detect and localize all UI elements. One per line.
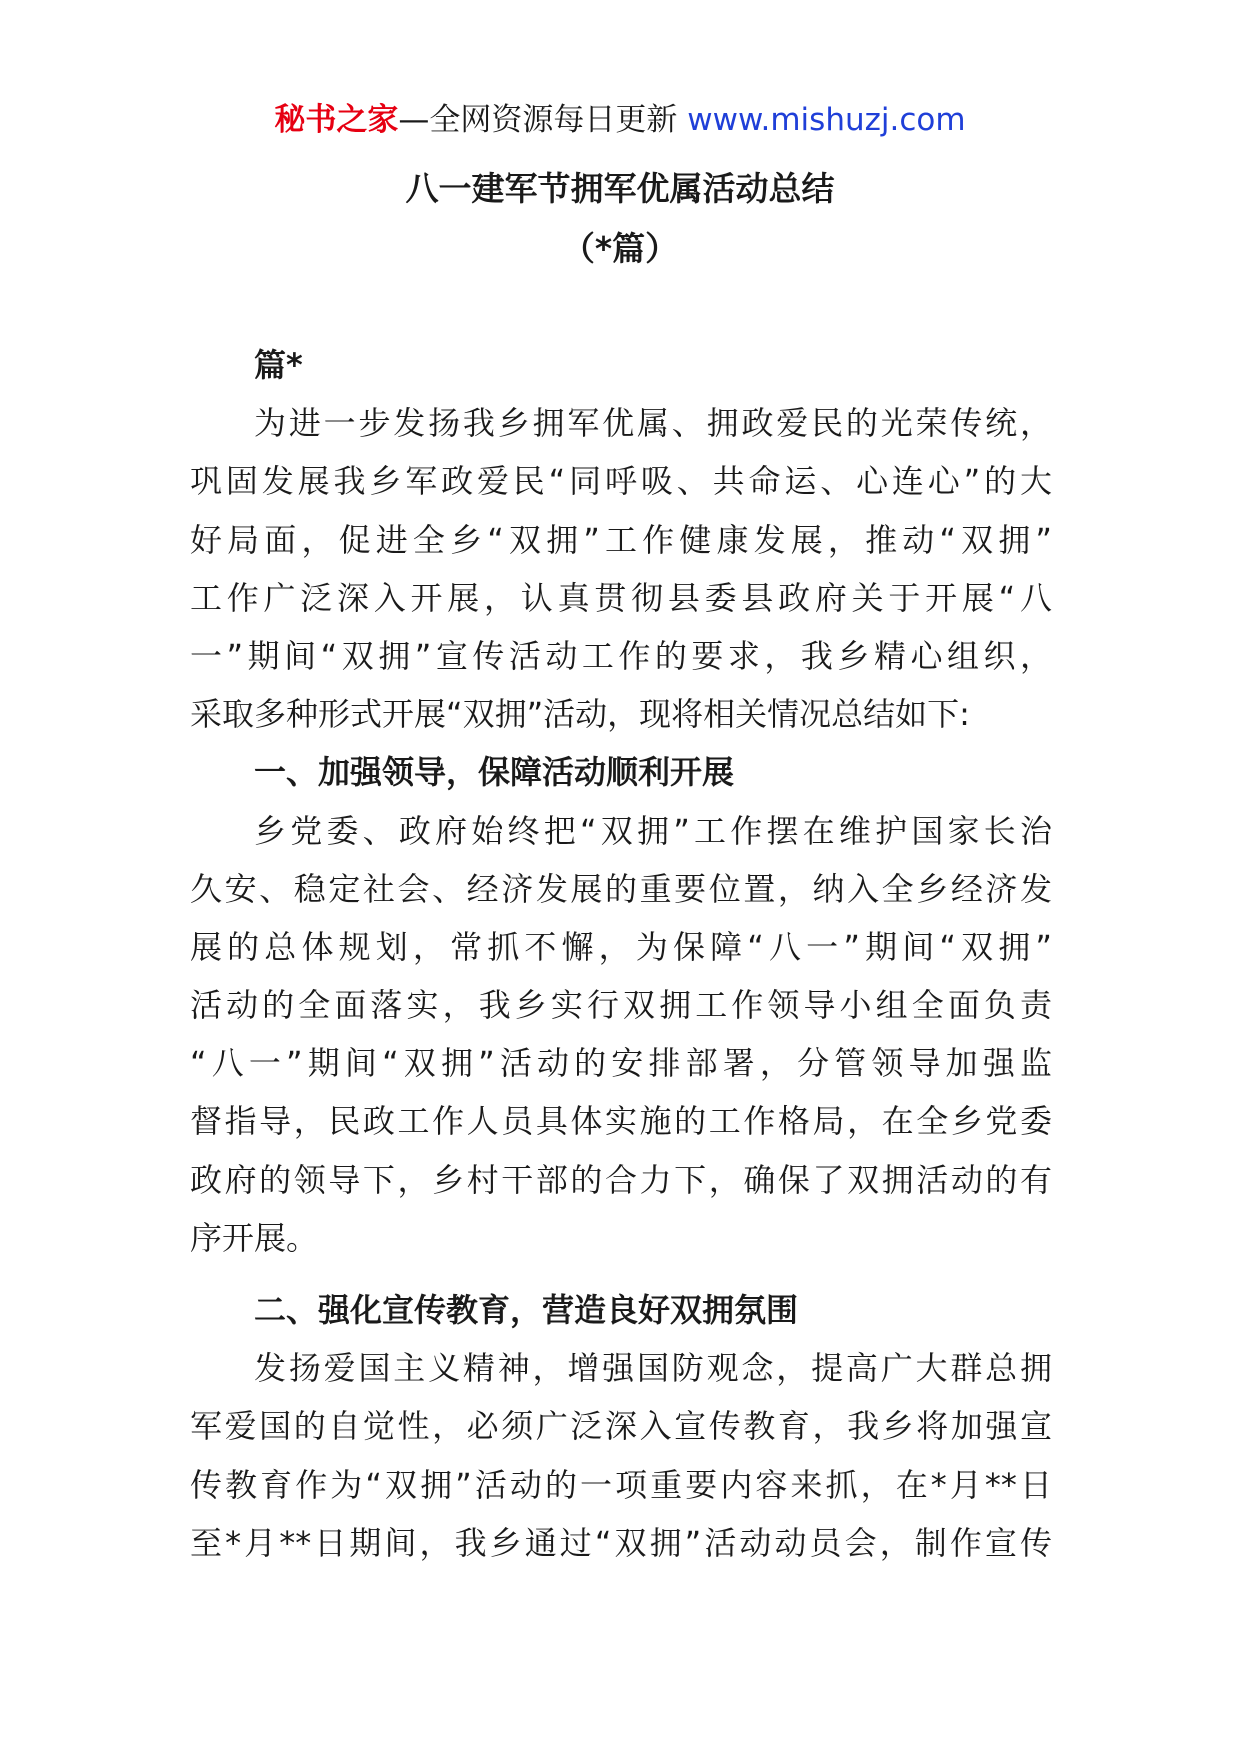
- paragraph-line: 为进一步发扬我乡拥军优属、拥政爱民的光荣传统，: [254, 404, 1052, 443]
- site-tagline: —全网资源每日更新: [398, 102, 688, 138]
- paragraph-line: 采取多种形式开展“双拥”活动，现将相关情况总结如下:: [190, 695, 970, 734]
- section-heading-1: 一、加强领导，保障活动顺利开展: [254, 753, 735, 792]
- paragraph-line: 发扬爱国主义精神，增强国防观念，提高广大群总拥: [254, 1349, 1052, 1388]
- document-title: 八一建军节拥军优属活动总结: [405, 169, 835, 208]
- document-body: [190, 336, 1052, 1572]
- site-brand: 秘书之家: [274, 102, 399, 138]
- paragraph-line: 督指导，民政工作人员具体实施的工作格局，在全乡党委: [190, 1102, 1052, 1141]
- paragraph-line: 乡党委、政府始终把“双拥”工作摆在维护国家长治: [254, 811, 1052, 850]
- paragraph-line: 一”期间“双拥”宣传活动工作的要求，我乡精心组织，: [190, 636, 1052, 675]
- paragraph-line: 传教育作为“双拥”活动的一项重要内容来抓，在*月**日: [190, 1465, 1052, 1504]
- section-spacer: [190, 1267, 1052, 1281]
- paragraph-line: 工作广泛深入开展，认真贯彻县委县政府关于开展“八: [190, 578, 1052, 617]
- paragraph-line: 序开展。: [190, 1218, 319, 1257]
- paragraph-line: 政府的领导下，乡村干部的合力下，确保了双拥活动的有: [190, 1160, 1052, 1199]
- paragraph-line: 军爱国的自觉性，必须广泛深入宣传教育，我乡将加强宣: [190, 1407, 1052, 1446]
- paragraph-line: 至*月**日期间，我乡通过“双拥”活动动员会，制作宣传: [190, 1523, 1052, 1562]
- paragraph-line: “八一”期间“双拥”活动的安排部署，分管领导加强监: [190, 1044, 1052, 1083]
- paragraph-line: 巩固发展我乡军政爱民“同呼吸、共命运、心连心”的大: [190, 462, 1052, 501]
- site-url-link[interactable]: www.mishuzj.com: [687, 102, 966, 138]
- paragraph-line: 活动的全面落实，我乡实行双拥工作领导小组全面负责: [190, 986, 1052, 1025]
- paragraph-line: 久安、稳定社会、经济发展的重要位置，纳入全乡经济发: [190, 869, 1052, 908]
- section-heading-2: 二、强化宣传教育，营造良好双拥氛围: [254, 1291, 799, 1329]
- document-subtitle: （*篇）: [561, 229, 679, 268]
- site-header: [0, 98, 1240, 142]
- part-label: 篇*: [254, 346, 303, 384]
- paragraph-line: 好局面，促进全乡“双拥”工作健康发展，推动“双拥”: [190, 520, 1052, 559]
- paragraph-line: 展的总体规划，常抓不懈，为保障“八一”期间“双拥”: [190, 927, 1052, 966]
